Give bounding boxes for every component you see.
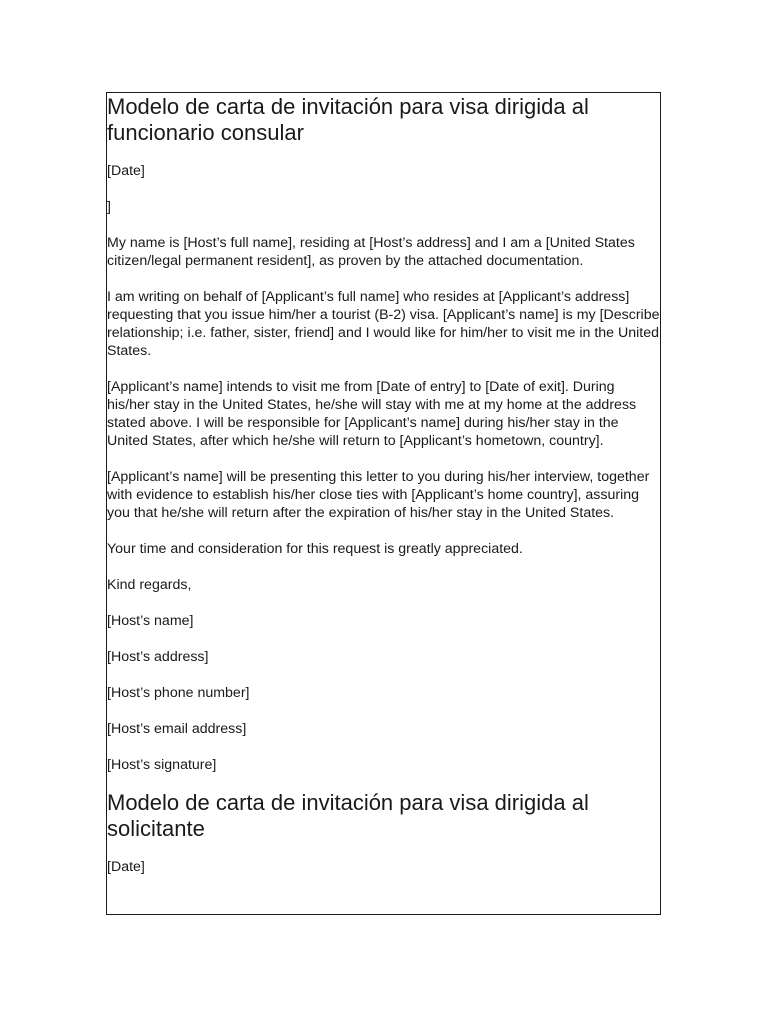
paragraph-thanks: Your time and consideration for this request is greatly appreciated.	[107, 541, 523, 557]
letter-date: [Date]	[107, 163, 145, 179]
document-content	[107, 94, 660, 876]
paragraph-interview: [Applicant’s name] will be presenting this letter to you during his/her interview, together with evidence to establish his/her close ties with [Applicant’s home country], assuring you that he/she will return after the expiration of his/her stay in the United States.	[107, 469, 650, 521]
paragraph-visit-details: [Applicant’s name] intends to visit me from [Date of entry] to [Date of exit]. During his/her stay in the United States, he/she will stay with me at my home at the address stated above. I will be responsible for [Applicant’s name] during his/her stay in the United States, after which he/she will return to [Applicant’s hometown, country].	[107, 379, 637, 449]
host-email: [Host’s email address]	[107, 721, 247, 737]
host-address: [Host’s address]	[107, 649, 209, 665]
section-2-date: [Date]	[107, 859, 145, 875]
host-signature: [Host’s signature]	[107, 757, 217, 773]
letter-bracket-line: ]	[107, 199, 111, 215]
section-2-title: Modelo de carta de invitación para visa dirigida al solicitante	[107, 790, 589, 841]
host-phone: [Host’s phone number]	[107, 685, 250, 701]
section-1-title: Modelo de carta de invitación para visa dirigida al funcionario consular	[107, 94, 589, 145]
document-frame	[106, 92, 661, 915]
paragraph-applicant: I am writing on behalf of [Applicant’s full name] who resides at [Applicant’s address] requesting that you issue him/her a tourist (B-2) visa. [Applicant’s name] is my [Describe relationship; i.e. father, sister, friend] and I would like for him/her to visit me in the United States.	[107, 289, 660, 359]
closing-line: Kind regards,	[107, 577, 192, 593]
host-name: [Host’s name]	[107, 613, 194, 629]
paragraph-intro: My name is [Host’s full name], residing at [Host’s address] and I am a [United States citizen/legal permanent resident], as proven by the attached documentation.	[107, 235, 635, 269]
